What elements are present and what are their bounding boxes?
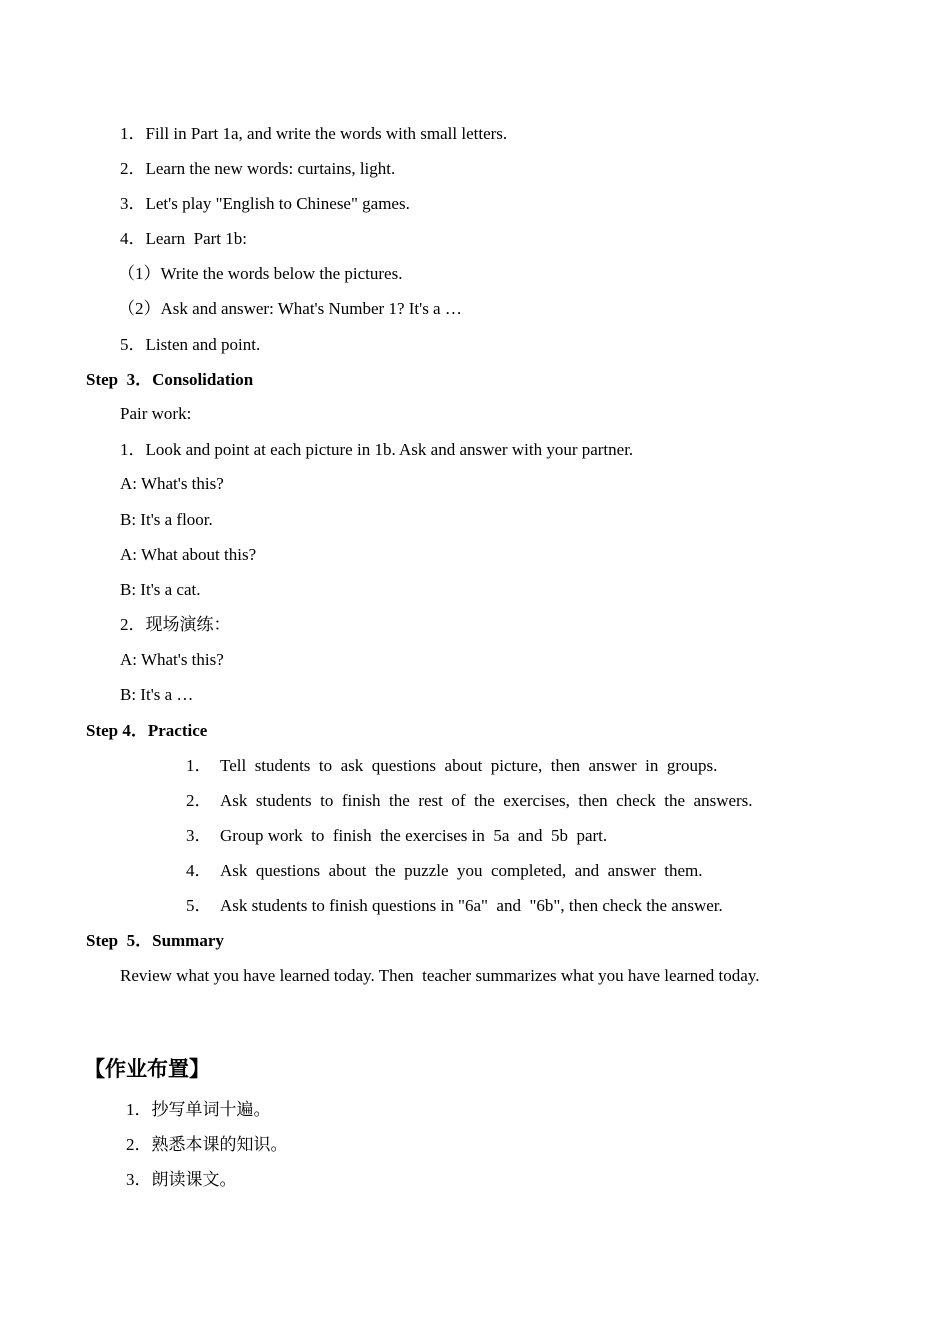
step3-line: A: What's this?	[120, 474, 224, 493]
step4-item-text: Ask students to finish the rest of the exercises, then check the answers.	[220, 791, 753, 810]
step4-item-number: 3．	[186, 826, 212, 845]
homework-item: 3．朗读课文。	[126, 1170, 237, 1189]
step2-subitem: （2）Ask and answer: What's Number 1? It's a …	[118, 299, 462, 318]
step4-heading: Step 4．Practice	[86, 721, 208, 740]
step3-line: B: It's a floor.	[120, 510, 213, 529]
step3-line: Pair work:	[120, 404, 192, 423]
step3-heading: Step 3．Consolidation	[86, 370, 254, 389]
step5-text: Review what you have learned today. Then teacher summarizes what you have learned today.	[120, 966, 760, 985]
step3-line: A: What's this?	[120, 650, 224, 669]
step4-item-number: 1．	[186, 756, 212, 775]
homework-item: 1．抄写单词十遍。	[126, 1100, 271, 1119]
step3-line: B: It's a cat.	[120, 580, 201, 599]
step3-line: 1．Look and point at each picture in 1b. Ask and answer with your partner.	[120, 440, 634, 459]
step2-item: 1．Fill in Part 1a, and write the words with small letters.	[120, 124, 508, 143]
step3-line: B: It's a …	[120, 685, 194, 704]
step2-item: 3．Let's play "English to Chinese" games.	[120, 194, 410, 213]
step2-item: 2．Learn the new words: curtains, light.	[120, 159, 396, 178]
step2-item: 4．Learn Part 1b:	[120, 229, 247, 248]
step3-line: 2．现场演练：	[120, 615, 231, 634]
step4-item-number: 5．	[186, 896, 212, 915]
step5-heading: Step 5．Summary	[86, 931, 224, 950]
step4-item-number: 4．	[186, 861, 212, 880]
homework-heading: 【作业布置】	[84, 1057, 210, 1081]
step4-item-text: Group work to finish the exercises in 5a and 5b part.	[220, 826, 608, 845]
step2-subitem: （1）Write the words below the pictures.	[118, 264, 403, 283]
step4-item-text: Ask questions about the puzzle you completed, and answer them.	[220, 861, 703, 880]
homework-item: 2．熟悉本课的知识。	[126, 1135, 288, 1154]
step2-item: 5．Listen and point.	[120, 335, 261, 354]
step4-item-text: Ask students to finish questions in "6a" and "6b", then check the answer.	[220, 896, 723, 915]
step4-item-number: 2．	[186, 791, 212, 810]
step3-line: A: What about this?	[120, 545, 257, 564]
step4-item-text: Tell students to ask questions about picture, then answer in groups.	[220, 756, 718, 775]
